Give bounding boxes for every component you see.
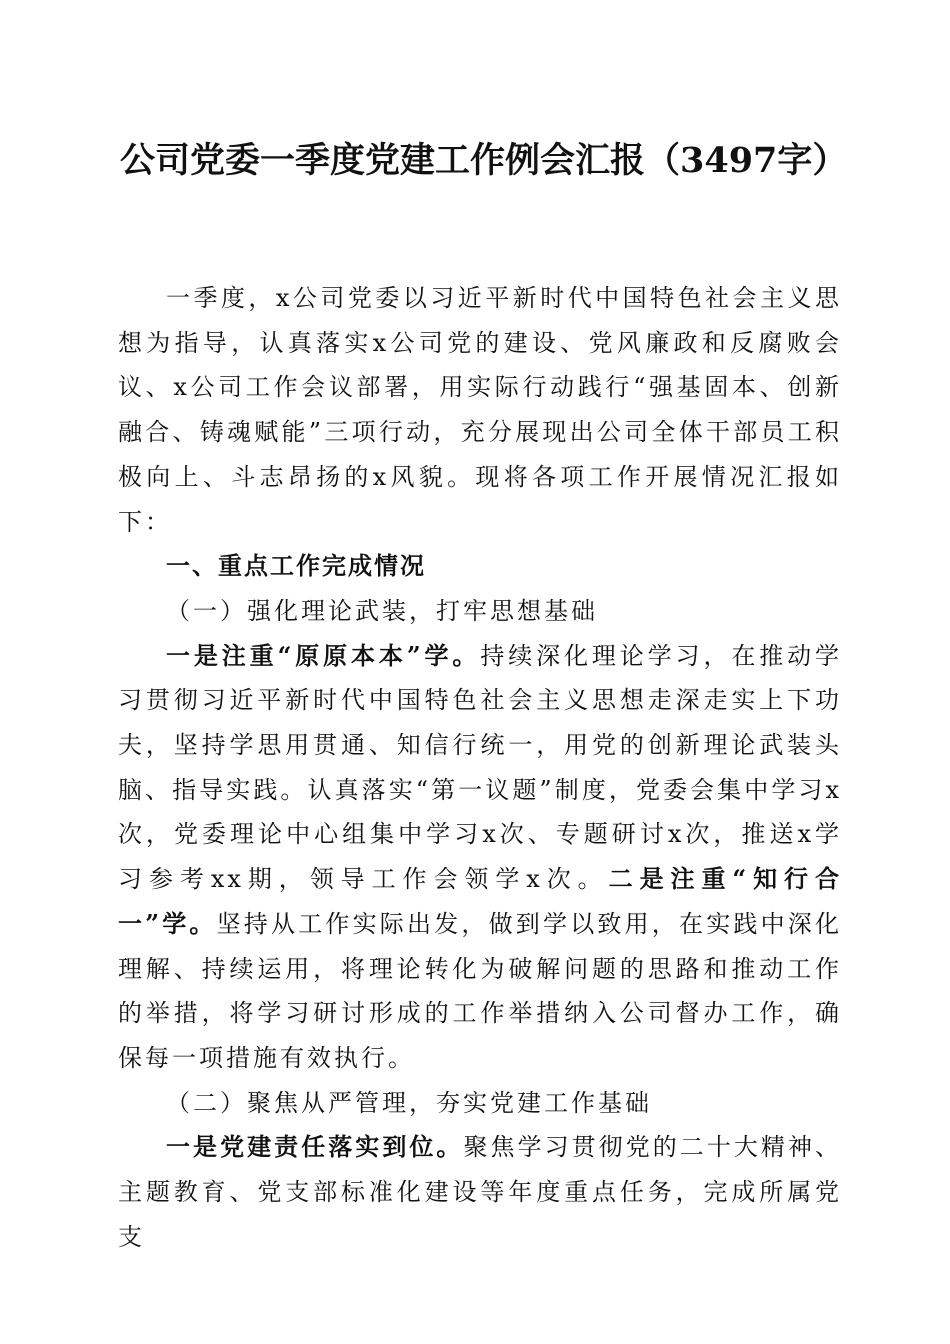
paragraph-lead: 一是党建责任落实到位。 — [166, 1132, 464, 1162]
study-paragraph — [118, 634, 842, 1081]
paragraph-lead: 一是注重“原原本本”学。 — [166, 640, 481, 670]
paragraph-text-2: 坚持从工作实际出发，做到学以致用，在实践中深化理解、持续运用，将理论转化为破解问题的思路和推动工作的举措，将学习研讨形成的工作举措纳入公司督办工作，确保每一项措施有效执行。 — [118, 909, 842, 1072]
document-title: 公司党委一季度党建工作例会汇报（3497字） — [120, 140, 848, 181]
subsection-heading-2: （二）聚焦从严管理，夯实党建工作基础 — [166, 1088, 652, 1117]
paragraph-text: 聚焦学习贯彻党的二十大精神、主题教育、党支部标准化建设等年度重点任务，完成所属党支 — [118, 1133, 843, 1251]
responsibility-paragraph — [118, 1125, 842, 1259]
document-body — [118, 276, 842, 1259]
intro-paragraph: 一季度，x公司党委以习近平新时代中国特色社会主义思想为指导，认真落实x公司党的建设、党风廉政和反腐败会议、x公司工作会议部署，用实际行动践行“强基固本、创新融合、铸魂赋能”三项行动，充分展现出公司全体干部员工积极向上、斗志昂扬的x风貌。现将各项工作开展情况汇报如下： — [118, 284, 842, 536]
paragraph-text: 持续深化理论学习，在推动学习贯彻习近平新时代中国特色社会主义思想走深走实上下功夫，坚持学思用贯通、知信行统一，用党的创新理论武装头脑、指导实践。认真落实“第一议题”制度，党委会集中学习x次，党委理论中心组集中学习x次、专题研讨x次，推送x学习参考xx期，领导工作会领学x次。 — [118, 641, 843, 894]
paragraph-lead-2: 二是注重“知行合一”学。 — [118, 864, 842, 938]
section-heading-1: 一、重点工作完成情况 — [166, 552, 426, 581]
subsection-heading-1: （一）强化理论武装，打牢思想基础 — [166, 596, 598, 625]
